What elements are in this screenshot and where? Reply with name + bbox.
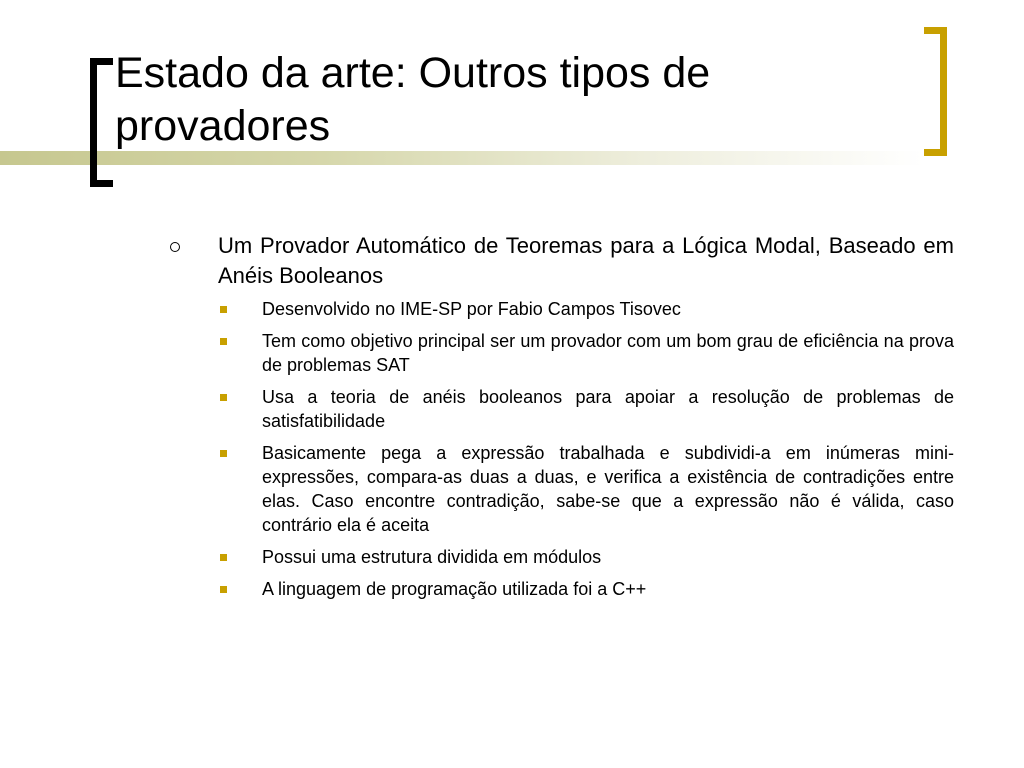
gold-square-bullet-icon [220, 338, 227, 345]
slide-content [160, 231, 954, 609]
gold-square-bullet-icon [220, 450, 227, 457]
sub-bullet-text: Basicamente pega a expressão trabalhada e subdividi-a em inúmeras mini-expressões, compara-as duas a duas, e verifica a existência de contradições entre elas. Caso encontre contradição, sabe-se que a expressão não é válida, caso contrário ela é aceita [262, 443, 954, 535]
sub-bullet-text: Usa a teoria de anéis booleanos para apoiar a resolução de problemas de satisfatibilidade [262, 387, 954, 431]
gold-square-bullet-icon [220, 586, 227, 593]
sub-bullet-text: Desenvolvido no IME-SP por Fabio Campos Tisovec [262, 299, 681, 319]
main-bullet-text: Um Provador Automático de Teoremas para a Lógica Modal, Baseado em Anéis Booleanos [218, 233, 954, 288]
right-bracket-decoration [924, 27, 947, 156]
sub-bullet-item [160, 297, 954, 321]
title-band-decoration [0, 151, 924, 165]
slide-title: Estado da arte: Outros tipos de provadores [115, 49, 711, 150]
sub-bullet-text: A linguagem de programação utilizada foi a C++ [262, 579, 647, 599]
sub-bullet-item [160, 329, 954, 377]
gold-square-bullet-icon [220, 306, 227, 313]
sub-bullet-item [160, 577, 954, 601]
sub-bullet-item [160, 441, 954, 537]
sub-bullet-text: Tem como objetivo principal ser um provador com um bom grau de eficiência na prova de problemas SAT [262, 331, 954, 375]
main-bullet-item [160, 231, 954, 291]
sub-bullet-item [160, 545, 954, 569]
sub-bullet-text: Possui uma estrutura dividida em módulos [262, 547, 602, 567]
hollow-circle-bullet-icon [170, 242, 180, 252]
gold-square-bullet-icon [220, 394, 227, 401]
left-bracket-decoration [90, 58, 113, 187]
sub-bullet-item [160, 385, 954, 433]
gold-square-bullet-icon [220, 554, 227, 561]
sub-bullet-list [160, 297, 954, 601]
